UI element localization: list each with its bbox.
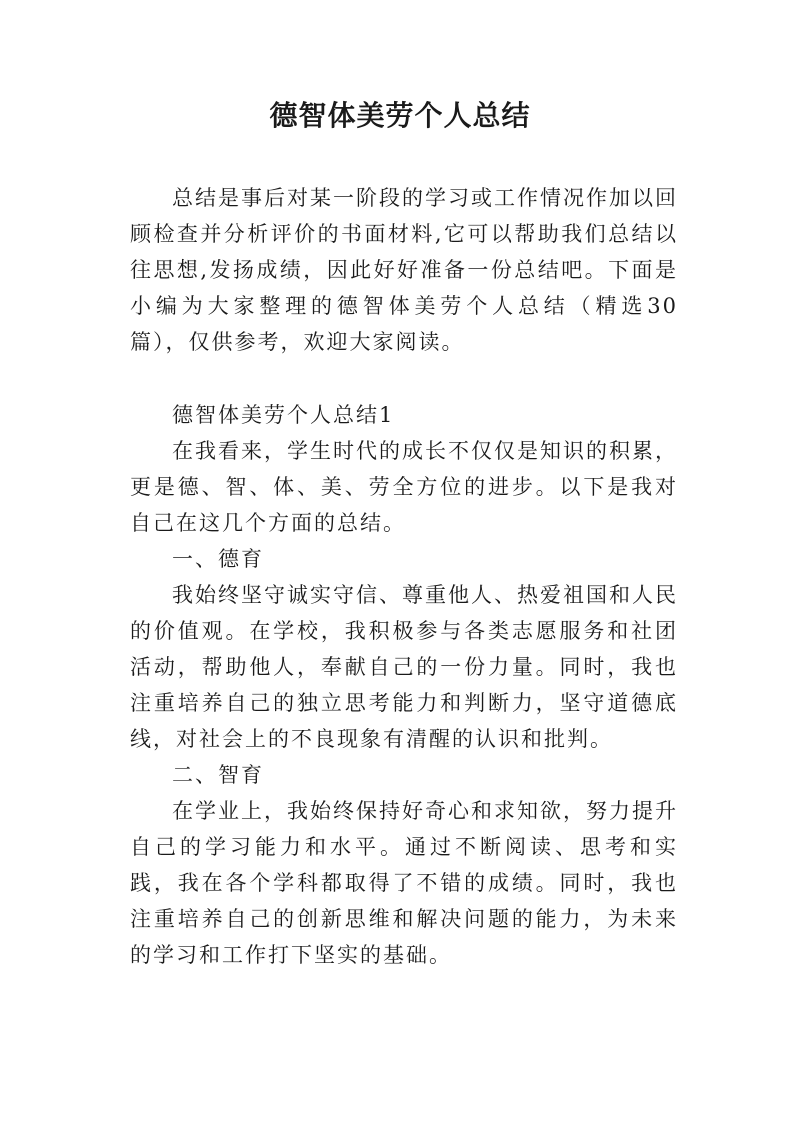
intro-paragraph: 总结是事后对某一阶段的学习或工作情况作加以回顾检查并分析评价的书面材料,它可以帮助我们总结以往思想,发扬成绩，因此好好准备一份总结吧。下面是小编为大家整理的德智体美劳个人总结（精选30篇），仅供参考，欢迎大家阅读。 <box>130 186 678 354</box>
section-intro-paragraph: 在我看来，学生时代的成长不仅仅是知识的积累，更是德、智、体、美、劳全方位的进步。以下是我对自己在这几个方面的总结。 <box>130 439 678 535</box>
document-body <box>130 180 678 973</box>
document-title: 德智体美劳个人总结 <box>269 99 531 132</box>
paragraph-spacer <box>130 360 678 397</box>
intellectual-education-paragraph: 在学业上，我始终保持好奇心和求知欲，努力提升自己的学习能力和水平。通过不断阅读、思考和实践，我在各个学科都取得了不错的成绩。同时，我也注重培养自己的创新思维和解决问题的能力，为未来的学习和工作打下坚实的基础。 <box>130 799 678 967</box>
intellectual-education-heading: 二、智育 <box>172 763 264 787</box>
moral-education-heading: 一、德育 <box>172 547 264 571</box>
moral-education-paragraph: 我始终坚守诚实守信、尊重他人、热爱祖国和人民的价值观。在学校，我积极参与各类志愿服务和社团活动，帮助他人，奉献自己的一份力量。同时，我也注重培养自己的独立思考能力和判断力，坚守道德底线，对社会上的不良现象有清醒的认识和批判。 <box>130 583 678 751</box>
section-heading: 德智体美劳个人总结1 <box>172 403 395 427</box>
